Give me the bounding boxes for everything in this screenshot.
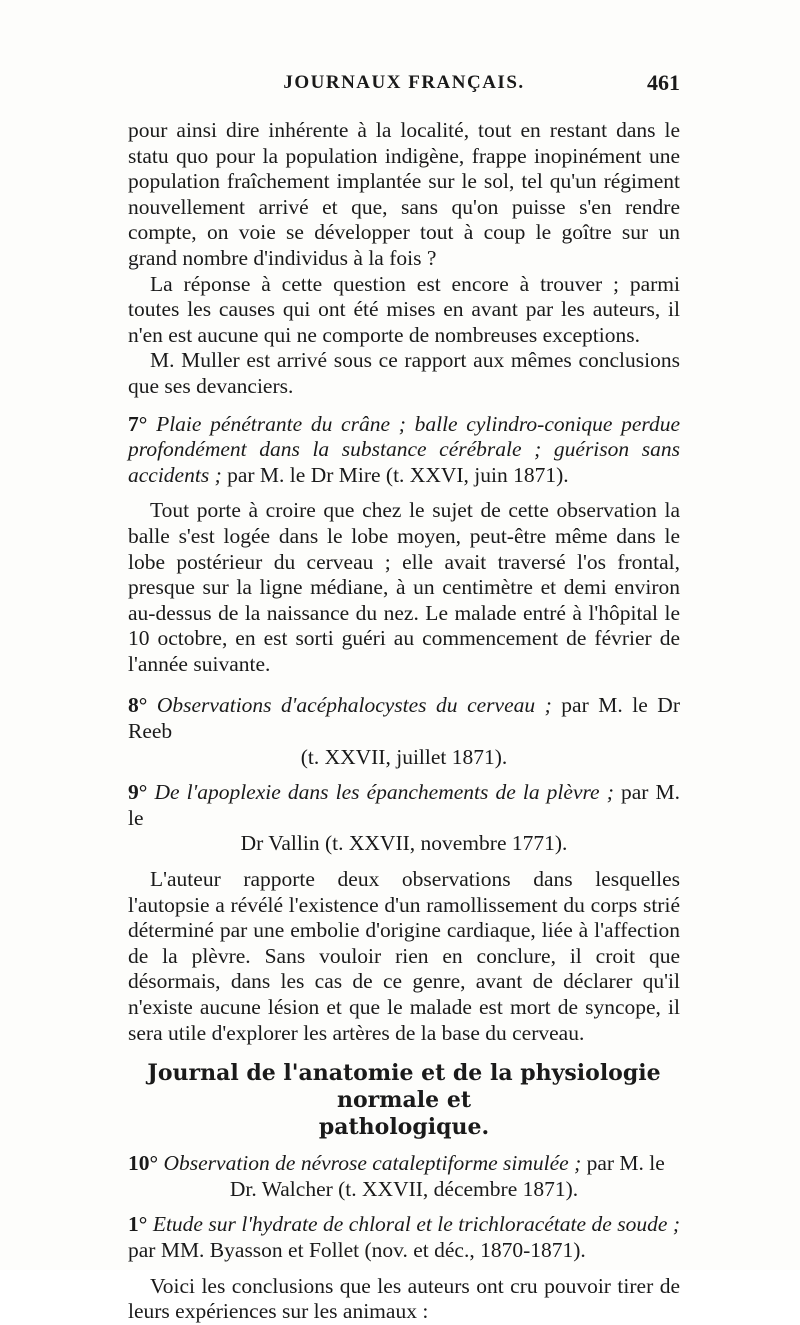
entry-10 [128,1151,680,1177]
entry-8-number: 8° [128,693,148,718]
entry-9-title: De l'apoplexie dans les épanchements de la plèvre ; [154,780,614,805]
entry-8-author: par M. le Dr Reeb [128,693,680,744]
paragraph-muller: M. Muller est arrivé sous ce rapport aux mêmes conclusions que ses devanciers. [128,348,680,398]
entry-8 [128,693,680,744]
entry-8-title: Observations d'acéphalocystes du cerveau ; [156,693,552,718]
journal-heading-line-2: pathologique. [318,1114,490,1141]
entry-9 [128,780,680,831]
entry-10-number: 10° [128,1151,159,1176]
paragraph-bullet-wound: Tout porte à croire que chez le sujet de cette observation la balle s'est logée dans le lobe moyen, peut-être même dans le lobe postérieur du cerveau ; elle avait traversé l'os frontal, presque sur la ligne médiane, à un centimètre et demi environ au-dessus de la naissance du nez. Le malade entré à l'hôpital le 10 octobre, en est sorti guéri au commencement de février de l'année suivante. [128,498,680,676]
entry-8-reference: (t. XXVII, juillet 1871). [300,744,508,769]
entry-9-author: par M. le [128,780,681,830]
entry-9-reference: Dr Vallin (t. XXVII, novembre 1771). [240,831,568,856]
entry-7-title: Plaie pénétrante du crâne ; balle cylindro-conique perdue profondément dans la substance cérébrale ; guérison sans accidents ; [128,411,680,487]
entry-7 [128,412,680,489]
page-header [128,66,680,106]
journal-heading-line-1: Journal de l'anatomie et de la physiologie normale et [147,1060,661,1114]
paragraph-conclusions: Voici les conclusions que les auteurs ont cru pouvoir tirer de leurs expériences sur les animaux : [128,1273,680,1324]
paragraph-goitre-question: pour ainsi dire inhérente à la localité, tout en restant dans le statu quo pour la population indigène, frappe inopinément une population fraîchement implantée sur le sol, tel qu'un régiment nouvellement arrivé et que, sans qu'on puisse s'en rendre compte, on voie se développer tout à coup le goître sur un grand nombre d'individus à la fois ? [128,118,680,270]
entry-9-number: 9° [128,780,148,805]
entry-10-reference: Dr. Walcher (t. XXVII, décembre 1871). [229,1176,579,1201]
entry-10-title: Observation de névrose cataleptiforme simulée ; [163,1151,582,1176]
paragraph-answer: La réponse à cette question est encore à trouver ; parmi toutes les causes qui ont été mises en avant par les auteurs, il n'en est aucune qui ne comporte de nombreuses exceptions. [128,271,680,347]
page-number: 461 [647,70,680,95]
entry-10-author: par M. le [586,1151,665,1176]
journal-heading [128,1060,680,1141]
entry-11-author: par MM. Byasson et Follet (nov. et déc., 1870-1871). [128,1237,586,1262]
paragraph-autopsy: L'auteur rapporte deux observations dans lesquelles l'autopsie a révélé l'existence d'un ramollissement du corps strié déterminé par une embolie d'origine cardiaque, liée à l'affection de la plèvre. Sans vouloir rien en conclure, il croit que désormais, dans les cas de ce genre, avant de déclarer qu'il n'existe aucune lésion et que le malade est mort de syncope, il sera utile d'explorer les artères de la base du cerveau. [128,867,680,1045]
entry-11-number: 1° [128,1212,148,1237]
running-head: JOURNAUX FRANÇAIS. [283,72,525,93]
entry-7-number: 7° [128,411,148,436]
entry-11-title: Etude sur l'hydrate de chloral et le trichloracétate de soude ; [152,1212,680,1237]
entry-7-author: par M. le Dr Mire (t. XXVI, juin 1871). [227,462,569,487]
page-body [128,118,680,1325]
entry-11 [128,1212,680,1263]
